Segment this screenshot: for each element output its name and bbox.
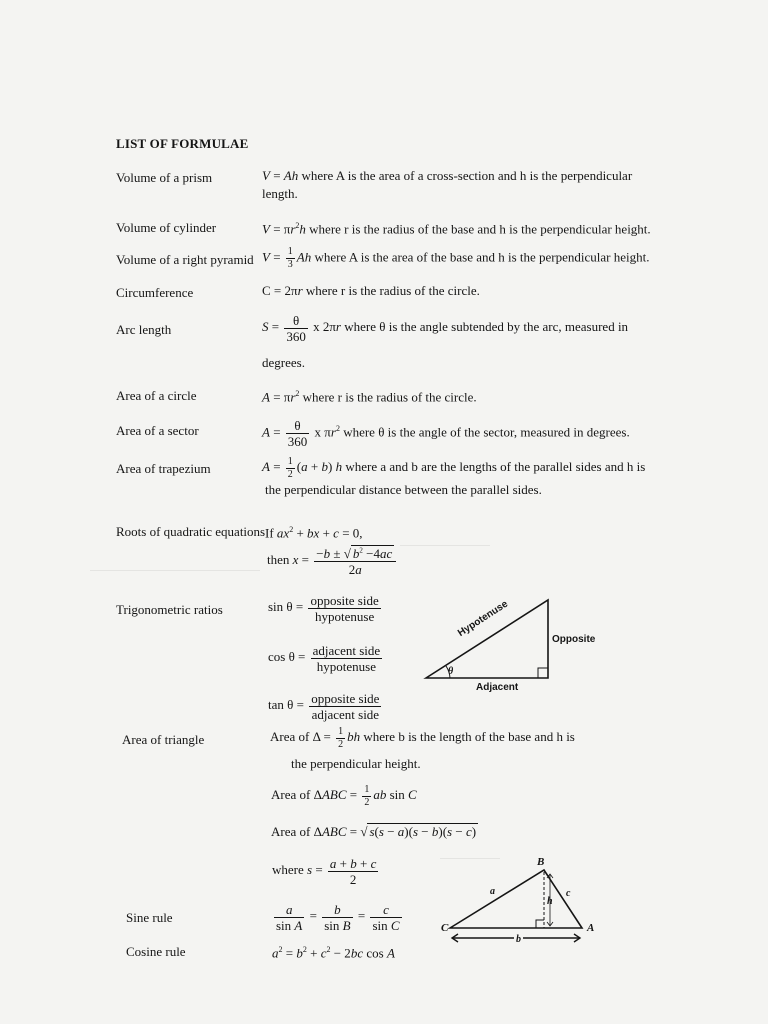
vertex-b-label: B [537, 856, 545, 868]
formula-sin: sin θ = $\frac{\text{opposite side}}{\text{hypotenuse}}$ [268, 592, 379, 624]
circle-description: where r is the radius of the circle. [302, 389, 477, 405]
arc-description: where θ is the angle subtended by the arc, measured in [344, 319, 629, 334]
cylinder-description: where r is the radius of the base and h is the perpendicular height. [309, 221, 651, 237]
side-b-label: b [516, 934, 521, 945]
formula-quadratic-roots: then x = $\frac{-b \pm √ b^2 -4ac}{2a}$ [267, 540, 398, 580]
formula-area-abc-heron: Area of ΔABC = √ s(s − a)(s − b)(s − c) [271, 824, 477, 839]
triangle-description: where b is the length of the base and h is [363, 729, 575, 744]
label-sine-rule: Sine rule [126, 910, 173, 925]
side-c-label: c [566, 888, 571, 899]
label-volume-prism: Volume of a prism [116, 170, 213, 185]
formula-sine-rule: $\frac{a}{\text{sin A}}$ = $\frac{b}{\text{sin B}}$ = $\frac{c}{\text{sin C}}$ [276, 901, 400, 933]
scan-smudge [440, 858, 500, 859]
vertex-a-label: A [587, 922, 595, 934]
formula-area-abc-sine: Area of ΔABC = $\frac{1}{2}$ ab sin C [271, 783, 417, 808]
adjacent-label: Adjacent [476, 682, 519, 693]
opposite-label: Opposite [552, 634, 596, 645]
formula-tan: tan θ = $\frac{\text{opposite side}}{\text{adjacent side}}$ [268, 690, 380, 722]
formula-cos: cos θ = $\frac{\text{adjacent side}}{\text{hypotenuse}}$ [268, 642, 381, 674]
page-title: LIST OF FORMULAE [116, 136, 249, 151]
formula-area-trapezium: A = $\frac{1}{2}$ (a + b) h where a and b are the lengths of the parallel sides and h is [262, 455, 646, 480]
label-arc-length: Arc length [116, 322, 172, 337]
formula-arc-length: S = $\frac{\theta}{360}$ x 2πr where θ is the angle subtended by the arc, measured in [262, 312, 629, 344]
formula-area-triangle: Area of Δ = $\frac{1}{2}$ bh where b is the length of the base and h is [270, 725, 575, 750]
cos-numerator: adjacent side [312, 642, 381, 658]
label-volume-cylinder: Volume of cylinder [116, 220, 217, 235]
label-cosine-rule: Cosine rule [126, 944, 186, 959]
scan-smudge [400, 545, 490, 546]
label-area-circle: Area of a circle [116, 388, 197, 403]
hypotenuse-label: Hypotenuse [456, 598, 511, 639]
formula-circumference: C = 2πr where r is the radius of the circle. [262, 283, 480, 298]
side-a-label: a [490, 886, 495, 897]
label-trig-ratios: Trigonometric ratios [116, 602, 223, 617]
trapezium-description: where a and b are the lengths of the parallel sides and h is [345, 459, 646, 474]
formula-area-circle: $A = \pi r^2$ where r is the radius of the circle. [262, 389, 477, 405]
formula-volume-prism: V = Ah where A is the area of a cross-section and h is the perpendicular [262, 168, 633, 183]
theta-label: θ [448, 666, 454, 677]
sector-description: where θ is the angle of the sector, measured in degrees. [343, 424, 630, 440]
pyramid-description: where A is the area of the base and h is the perpendicular height. [314, 249, 650, 265]
scan-smudge [90, 570, 260, 571]
trapezium-description-cont: the perpendicular distance between the parallel sides. [265, 482, 542, 497]
label-area-trapezium: Area of trapezium [116, 461, 211, 476]
sin-denominator: hypotenuse [315, 608, 375, 624]
label-area-sector: Area of a sector [116, 423, 199, 438]
label-volume-pyramid: Volume of a right pyramid [116, 252, 254, 267]
formula-volume-pyramid: V = $\frac{1}{3}$ Ah where A is the area of the base and h is the perpendicular height. [262, 246, 650, 270]
formula-volume-cylinder: $V = \pi r^2h$ where r is the radius of the base and h is the perpendicular height. [262, 221, 651, 237]
tan-numerator: opposite side [311, 690, 380, 706]
prism-description-cont: length. [262, 186, 298, 201]
label-area-triangle: Area of triangle [122, 732, 205, 747]
vertex-c-label: C [441, 922, 449, 934]
triangle-description-cont: the perpendicular height. [291, 756, 421, 771]
circumference-description: where r is the radius of the circle. [305, 283, 480, 298]
label-circumference: Circumference [116, 285, 194, 300]
formula-semi-perimeter: where s = $\frac{a + b + c}{2}$ [272, 855, 377, 887]
cos-denominator: hypotenuse [316, 658, 376, 674]
tan-denominator: adjacent side [311, 706, 380, 722]
arc-description-cont: degrees. [262, 355, 305, 370]
formula-cosine-rule: $a^2 = b^2 + c^2 - 2bc$ cos A [272, 945, 395, 961]
formula-area-sector: A = $\frac{\theta}{360}$ x $\pi r^2$ where θ is the angle of the sector, measured in degrees. [262, 417, 630, 449]
prism-description: where A is the area of a cross-section and h is the perpendicular [301, 168, 633, 183]
label-quadratic-roots: Roots of quadratic equations [116, 524, 266, 539]
sin-numerator: opposite side [310, 592, 379, 608]
height-h-label: h [547, 896, 553, 907]
formula-quadratic-condition: If $ax^2$ + bx + c = 0, [265, 525, 363, 541]
